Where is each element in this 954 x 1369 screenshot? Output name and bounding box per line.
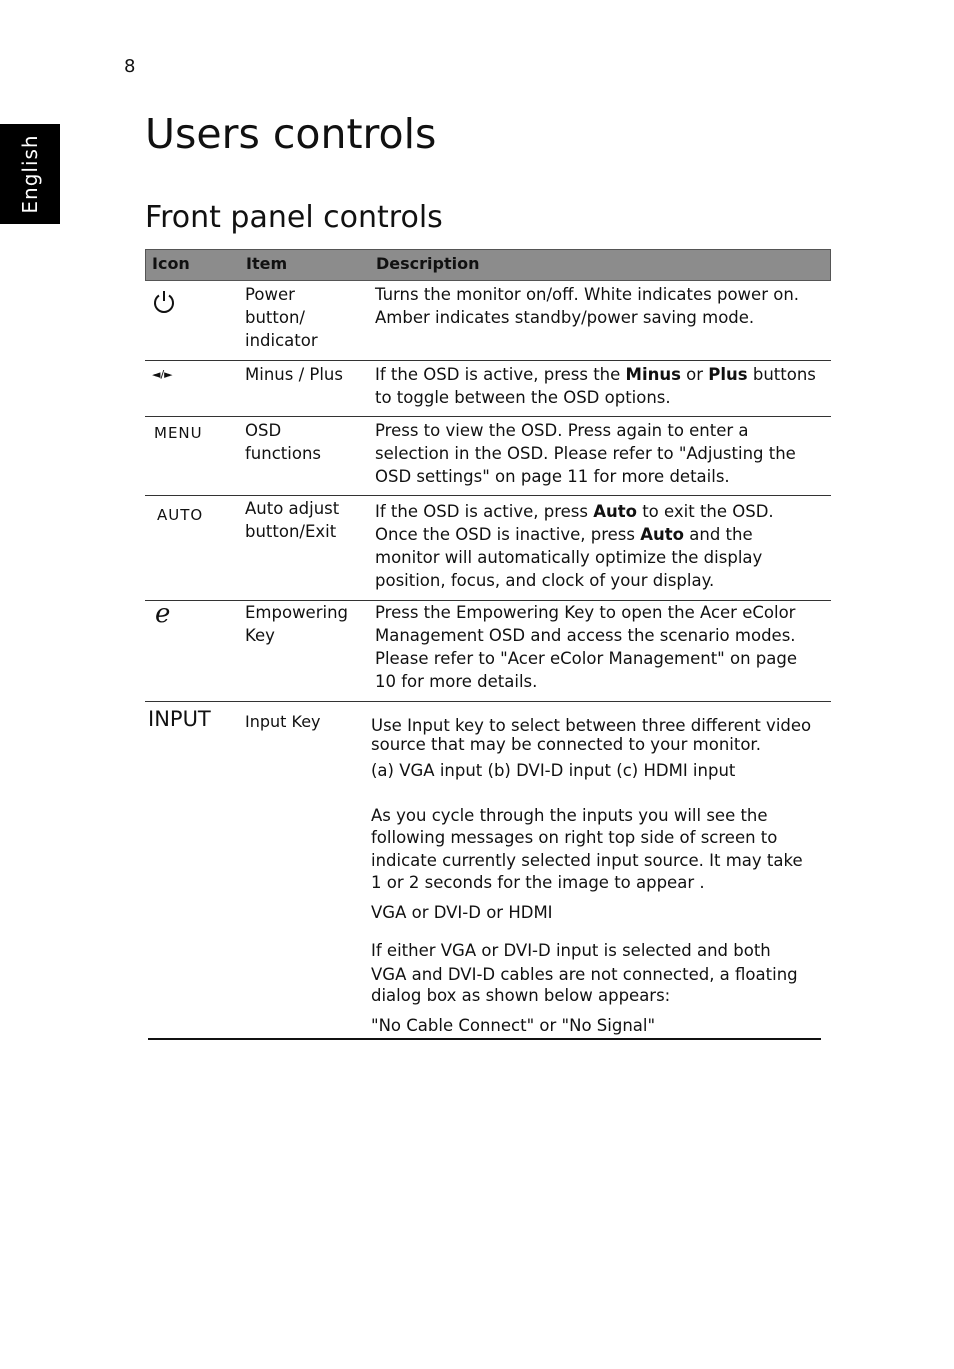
desc-empowering: Press the Empowering Key to open the Acer eColor Management OSD and access the scenario modes. Please refer to "Acer eColor Management" on page 10 for more details. [375,603,798,691]
input-desc-line: VGA and DVI-D cables are not connected, a floating [371,965,798,984]
input-desc-line: As you cycle through the inputs you will see the [371,806,768,825]
table-row-input [145,702,831,1042]
item-empowering: Empowering Key [245,603,349,645]
item-power: Power button/ indicator [245,285,318,350]
input-desc-line: following messages on right top side of screen to [371,828,778,847]
item-menu: OSD functions [245,421,321,463]
table-row-power [145,281,831,361]
language-tab [0,124,60,224]
table-row-menu [145,417,831,496]
table-row-auto [145,496,831,601]
input-desc-line: (a) VGA input (b) DVI-D input (c) HDMI input [371,761,736,780]
input-desc-line: indicate currently selected input source. It may take [371,851,803,870]
language-tab-label: English [18,134,42,214]
input-desc-line: source that may be connected to your monitor. [371,735,761,754]
desc-menu: Press to view the OSD. Press again to enter a selection in the OSD. Please refer to "Adjusting the OSD settings" on page 11 for more details. [375,421,796,486]
header-description: Description [376,254,480,273]
page-number: 8 [124,56,136,77]
input-desc-line: dialog box as shown below appears: [371,986,671,1005]
controls-table [145,249,831,1042]
desc-power: Turns the monitor on/off. White indicates power on. Amber indicates standby/power saving mode. [375,285,800,327]
auto-icon: AUTO [157,506,204,524]
empowering-e-icon: e [155,599,171,629]
item-input: Input Key [245,712,321,731]
minus-plus-icon: ◄/► [152,368,173,381]
input-desc-line: VGA or DVI-D or HDMI [371,903,553,922]
input-desc-line: Use Input key to select between three different video [371,716,812,735]
menu-icon: MENU [154,424,203,442]
item-auto: Auto adjust button/Exit [245,499,340,541]
table-row-minus-plus [145,361,831,417]
desc-auto: If the OSD is active, press Auto to exit the OSD. Once the OSD is inactive, press Auto and the monitor will automatically optimize the display position, focus, and clock of your display. [375,502,774,590]
header-item: Item [246,254,288,273]
power-icon [152,289,176,321]
input-desc-line: 1 or 2 seconds for the image to appear . [371,873,705,892]
table-bottom-rule [148,1038,821,1040]
section-title: Front panel controls [145,200,443,235]
table-header [145,249,831,281]
input-label: INPUT [148,707,211,731]
input-desc-line: "No Cable Connect" or "No Signal" [371,1016,656,1035]
input-desc-line: If either VGA or DVI-D input is selected and both [371,941,771,960]
desc-minus-plus: If the OSD is active, press the Minus or Plus buttons to toggle between the OSD options. [375,365,816,407]
header-icon: Icon [152,254,190,273]
page-title: Users controls [145,110,437,158]
item-minus-plus: Minus / Plus [245,365,343,384]
table-row-empowering [145,601,831,702]
